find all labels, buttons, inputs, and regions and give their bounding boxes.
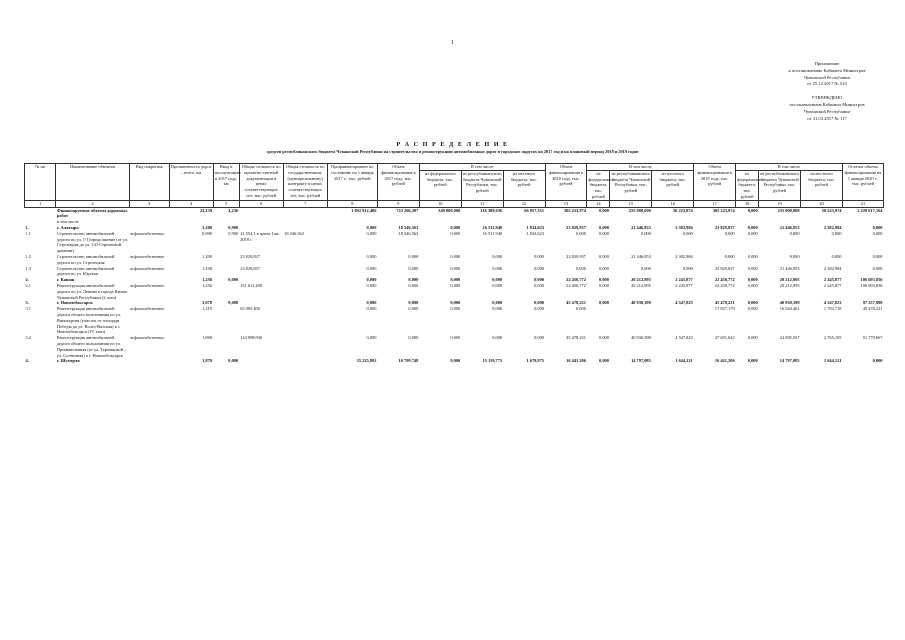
table-cell: 2 382,984 <box>675 224 693 230</box>
table-cell: 17 827,179 <box>714 306 735 312</box>
table-cell: 0,000 <box>408 277 419 283</box>
header-cell: Объем финансирования в 2019 году, тыс. рублей <box>694 164 736 201</box>
table-cell: 0,000 <box>534 335 545 341</box>
table-cell: г. Алатырь <box>56 224 79 230</box>
header-row <box>25 164 884 171</box>
table-cell: 106 693,856 <box>860 282 883 288</box>
table-cell: 21 446,853 <box>631 224 651 230</box>
column-number-cell: 11 <box>461 200 503 207</box>
table-cell: 0,000 <box>450 253 461 259</box>
header-cell: Общая стоимость по государственному (муниципальному) контракту в ценах соответствующих лет, тыс. рублей <box>283 164 327 201</box>
distribution-table <box>24 163 884 364</box>
approval-line: постановлением Кабинета Министров <box>789 101 865 107</box>
approval-line: от 25.12.2017 № 523 <box>807 81 847 87</box>
table-cell: 0,000 <box>747 207 758 213</box>
header-cell: из федерального бюджета, тыс. рублей <box>419 170 461 200</box>
table-cell: 316 389,036 <box>480 207 503 213</box>
table-cell: 15 119,773 <box>482 358 503 364</box>
table-cell: 18 346,563 <box>284 230 304 236</box>
table-cell: 27 651,042 <box>714 335 735 341</box>
table-cell: 0,000 <box>724 230 735 236</box>
table-cell: 0,000 <box>640 265 651 271</box>
table-cell: 0,000 <box>599 224 609 230</box>
table-cell <box>213 335 239 358</box>
table-cell: 4 547,823 <box>823 300 842 306</box>
table-cell: 1,210 <box>202 306 213 312</box>
header-cell: из местного бюджета, тыс. рублей <box>503 170 545 200</box>
table-cell: г. Новочебоксарск <box>56 300 93 306</box>
table-cell: 2 382,984 <box>823 265 842 271</box>
header-cell: В том числе <box>587 164 694 171</box>
table-cell: 0,000 <box>408 306 419 312</box>
header-cell: Протяженность дорог – всего, км <box>169 164 213 201</box>
table-cell <box>129 207 169 219</box>
table-cell <box>283 266 327 278</box>
table-cell: Финансируемые объемы дорожных работ <box>56 207 128 219</box>
table-cell: 0,000 <box>831 253 842 259</box>
table-cell: 0,000 <box>492 300 503 306</box>
header-cell: из республиканского бюджета Чувашской Республики, тыс. рублей <box>610 170 652 200</box>
table-cell: 18 346,563 <box>398 224 419 230</box>
header-cell: из местного бюджета, тыс. рублей <box>801 170 843 200</box>
table-cell: 1 679,975 <box>526 358 545 364</box>
table-cell: 21 446,853 <box>779 224 800 230</box>
table-cell: 23 829,837 <box>566 224 586 230</box>
table-cell: 0,000 <box>408 282 419 288</box>
table-cell: 0,000 <box>492 253 503 259</box>
table-cell <box>129 358 169 364</box>
table-cell: 16 511 940 <box>482 230 503 236</box>
header-cell: В том числе <box>736 164 843 171</box>
table-cell: 0,900 <box>228 224 239 230</box>
table-cell: 40 930,398 <box>779 300 800 306</box>
table-cell: 1 644,121 <box>823 358 842 364</box>
table-cell: 0,000 <box>450 224 461 230</box>
table-cell <box>652 306 694 335</box>
table-cell: 0,000 <box>450 277 461 283</box>
table-cell: 16 441,206 <box>566 358 586 364</box>
table-cell: 1. <box>25 224 29 230</box>
table-cell: 0,000 <box>450 306 461 312</box>
column-number-cell: 21 <box>842 200 883 207</box>
table-cell: 18 346,563 <box>398 230 419 236</box>
header-cell: Ввод в эксплуатацию в 2017 году, км <box>213 164 239 201</box>
table-cell: г. Шумерля <box>56 358 80 364</box>
table-cell: 0,000 <box>450 358 461 364</box>
table-cell: 1,256 <box>202 277 213 283</box>
column-number-cell: 9 <box>377 200 419 207</box>
table-cell: 16 511,940 <box>482 224 503 230</box>
table-cell: 0,000 <box>450 300 461 306</box>
table-cell: 0,000 <box>534 300 545 306</box>
column-number-cell: 8 <box>327 200 377 207</box>
table-cell: 0,000 <box>599 358 609 364</box>
header-cell: Объем финансирования в 2017 году, тыс. рублей <box>377 164 419 201</box>
table-cell: 0,000 <box>599 335 609 341</box>
table-cell: 0,000 <box>789 253 800 259</box>
table-cell: 20 212,895 <box>779 277 800 283</box>
table-cell <box>239 358 283 364</box>
table-cell <box>213 254 239 266</box>
table-cell: 0,000 <box>492 282 503 288</box>
table-cell: 1 644,121 <box>675 358 693 364</box>
table-cell: 14 797,085 <box>779 358 800 364</box>
table-cell <box>213 283 239 300</box>
table-cell: 2 765,105 <box>823 335 842 341</box>
table-cell: 0,000 <box>576 265 586 271</box>
table-cell: 0,000 <box>366 282 377 288</box>
table-cell: 3,200 <box>202 224 213 230</box>
table-cell: 0,000 <box>228 300 239 306</box>
table-row <box>25 335 884 358</box>
column-number-cell: 12 <box>503 200 545 207</box>
table-cell: 1.2 <box>25 253 31 259</box>
table-cell: 3.1 <box>25 306 31 312</box>
table-cell: 2 245,877 <box>823 282 842 288</box>
table-cell: 0,000 <box>747 300 758 306</box>
header-cell: из федерального бюджета, тыс. рублей <box>737 170 763 199</box>
table-cell: Строительство автомобильной дороги по ул. Юрская <box>56 265 115 277</box>
table-cell: 1,879 <box>202 358 213 364</box>
table-cell: 0,000 <box>789 230 800 236</box>
table-cell: 0,000 <box>872 230 883 236</box>
column-number-cell: 7 <box>283 200 327 207</box>
table-cell: 106 693,856 <box>860 277 883 283</box>
table-cell <box>283 358 327 364</box>
header-cell: Наименование объектов <box>56 164 129 201</box>
table-cell: 0,000 <box>450 265 461 271</box>
table-cell: 0,000 <box>408 253 419 259</box>
table-cell: 0,000 <box>534 265 545 271</box>
table-cell: 45 478,221 <box>566 335 586 341</box>
header-cell: из местного бюджета, тыс. рублей <box>652 170 694 200</box>
table-cell: 50 223,974 <box>821 207 842 213</box>
table-cell: 255 000,000 <box>628 207 651 213</box>
table-cell: 20 212,895 <box>631 277 651 283</box>
table-cell: 0,000 <box>408 300 419 306</box>
header-cell: из республиканского бюджета Чувашской Республики, тыс. рублей <box>461 170 503 200</box>
table-cell <box>283 207 327 219</box>
table-cell: 0,900 <box>228 230 239 236</box>
table-cell: 23,139 <box>199 207 213 213</box>
table-cell: 4. <box>25 358 29 364</box>
table-cell: 124 908,930 <box>240 335 263 341</box>
table-cell: 1,100 <box>202 265 213 271</box>
header-cell: В том числе <box>419 164 545 171</box>
table-cell: 24 885,937 <box>779 335 800 341</box>
table-cell: 0,990 <box>202 230 213 236</box>
table-cell: 0,000 <box>599 282 609 288</box>
table-cell: 2 229 617,164 <box>857 207 883 213</box>
table-cell: 1 782,718 <box>823 306 842 312</box>
column-number-cell: 4 <box>169 200 213 207</box>
table-cell: 2 382,984 <box>675 253 693 259</box>
table-cell: 0,000 <box>366 277 377 283</box>
column-number-cell: 1 <box>25 200 56 207</box>
approval-line: Приложение <box>814 61 840 66</box>
table-cell: 0,000 <box>450 335 461 341</box>
table-cell: 20 212,895 <box>779 282 800 288</box>
table-cell: 0,000 <box>450 230 461 236</box>
table-cell: 723 266,387 <box>396 207 419 213</box>
table-cell: 255 000,000 <box>777 207 800 213</box>
table-cell: 4,236 <box>228 207 239 213</box>
table-cell <box>283 335 327 358</box>
column-number-cell: 19 <box>759 200 801 207</box>
table-cell: 14 797,085 <box>631 358 651 364</box>
table-cell: 0,000 <box>366 230 377 236</box>
table-cell: Реконструкция автомобильной дороги общего пользования по ул. Промышленная (от ул. Терешковой – ул. Солнечная) в г. Новочебоксарск <box>56 335 127 358</box>
table-cell: 0,000 <box>872 358 883 364</box>
table-cell <box>587 306 610 335</box>
table-cell: Реконструкция автомобильной дороги по ул. Ленина в городе Канаш Чувашской Республики (2 этап) <box>56 282 128 300</box>
column-number-cell: 15 <box>610 200 652 207</box>
table-row <box>25 231 884 254</box>
table-cell: 0,000 <box>747 224 758 230</box>
table-cell: 0,000 <box>534 277 545 283</box>
table-cell: 45 478,221 <box>566 300 586 306</box>
table-cell: 45 478,221 <box>862 306 883 312</box>
table-cell: 0,000 <box>492 335 503 341</box>
table-cell: 0,000 <box>724 253 735 259</box>
table-cell: асфальтобетонное <box>130 253 165 259</box>
table-cell: 1,868 <box>202 335 213 341</box>
table-cell: асфальтобетонное <box>130 230 165 236</box>
table-cell: 0,000 <box>366 306 377 312</box>
table-body <box>25 207 884 364</box>
table-cell: 2 245,877 <box>675 282 693 288</box>
table-cell: 0,000 <box>599 277 609 283</box>
table-cell: 3,078 <box>202 300 213 306</box>
column-number-cell: 17 <box>694 200 736 207</box>
table-row <box>25 358 884 364</box>
table-cell: 51 779,667 <box>862 335 883 341</box>
table-cell: 0,000 <box>872 224 883 230</box>
table-cell: 0,000 <box>366 300 377 306</box>
column-number-cell: 13 <box>545 200 587 207</box>
table-cell: 0,000 <box>599 253 609 259</box>
table-cell: 0,000 <box>747 253 758 259</box>
table-cell: 1,200 <box>202 253 213 259</box>
table-cell: 23 829,837 <box>566 253 586 259</box>
table-cell: 1.1 <box>25 230 31 236</box>
header-cell: Объем финансирования в 2018 году, тыс. рублей <box>545 164 587 201</box>
document-title: Р А С П Р Е Д Е Л Е Н И Е <box>396 141 509 148</box>
table-cell: 1.3 <box>25 265 31 271</box>
table-row <box>25 266 884 278</box>
table-cell <box>610 306 652 335</box>
table-cell: 2 245,877 <box>675 277 693 283</box>
table-cell: 0,000 <box>576 306 586 312</box>
approval-line: к постановлению Кабинета Министров <box>788 67 866 73</box>
column-number-row <box>25 200 884 207</box>
column-number-cell: 5 <box>213 200 239 207</box>
table-cell: 0,000 <box>534 282 545 288</box>
table-cell: 0,000 <box>576 230 586 236</box>
table-cell <box>283 283 327 300</box>
table-cell: 1,256 <box>202 282 213 288</box>
table-cell: 0,000 <box>682 265 693 271</box>
table-cell: 4 547,823 <box>675 335 693 341</box>
table-cell: 0,000 <box>492 265 503 271</box>
table-cell: 0,000 <box>599 300 609 306</box>
table-cell: 22 456,772 <box>566 282 586 288</box>
table-cell: 16 799,748 <box>398 358 419 364</box>
table-cell <box>213 306 239 335</box>
table-cell: г. Канаш <box>56 277 75 283</box>
column-number-cell: 10 <box>419 200 461 207</box>
header-cell: Остаток объема финансирования на 1 января 2020 г., тыс. рублей <box>842 164 883 201</box>
table-cell: асфальтобетонное <box>130 335 165 341</box>
header-cell: Вид покрытия <box>129 164 169 201</box>
table-cell: 0,000 <box>366 265 377 271</box>
table-cell: 22 458,772 <box>714 277 735 283</box>
table-cell: 21 446,853 <box>631 253 651 259</box>
table-cell: 1 834,623 <box>526 230 545 236</box>
table-cell: 1 834,623 <box>526 224 545 230</box>
table-cell: асфальтобетонное <box>130 265 165 271</box>
table-cell: 0,000 <box>747 230 758 236</box>
table-cell: 0,000 <box>872 253 883 259</box>
table-cell: 2. <box>25 277 29 283</box>
column-number-cell: 3 <box>129 200 169 207</box>
table-cell: 23 829,837 <box>714 224 735 230</box>
header-cell: Общая стоимость по проектно-сметной документации в ценах соответствующих лет, тыс. рублей <box>239 164 283 201</box>
table-cell: 0,000 <box>366 253 377 259</box>
table-cell: 23 829,837 <box>240 253 260 259</box>
table-cell: 40 930,398 <box>631 335 651 341</box>
table-row <box>25 306 884 335</box>
table-cell: 16 044,461 <box>779 306 800 312</box>
page-number: 1 <box>451 40 454 46</box>
table-cell: 22 458,772 <box>714 282 735 288</box>
table-cell: 16 441,206 <box>714 358 735 364</box>
table-cell: 0,000 <box>534 306 545 312</box>
header-cell: Профинансировано по состоянию на 1 января 2017 г., тыс. рублей <box>327 164 377 201</box>
table-cell: 0,000 <box>872 265 883 271</box>
column-number-cell: 6 <box>239 200 283 207</box>
table-cell: 0,000 <box>682 230 693 236</box>
header-cell: № пп <box>25 164 56 201</box>
table-cell: 0,000 <box>599 265 609 271</box>
table-cell: 4 547,823 <box>675 300 693 306</box>
header-cell: из федерального бюджета, тыс. рублей <box>588 170 615 199</box>
table-cell: 0,000 <box>747 265 758 271</box>
table-cell: 63 905,400 <box>240 306 260 312</box>
table-cell: 2 382,984 <box>823 224 842 230</box>
table-cell: 0,000 <box>450 282 461 288</box>
column-number-cell: 18 <box>736 200 759 207</box>
table-cell: 2 245,877 <box>823 277 842 283</box>
table-cell: 21 554,1 в ценах I кв. 2018 г. <box>240 230 280 242</box>
table-cell: 20 212,895 <box>631 282 651 288</box>
table-cell: асфальтобетонное <box>130 306 165 312</box>
table-cell: 21 446,853 <box>779 265 800 271</box>
table-cell: 22 456,772 <box>566 277 586 283</box>
table-cell: 97 257,888 <box>862 300 883 306</box>
table-cell: 0,000 <box>747 335 758 341</box>
header-cell: из республиканского бюджета Чувашской Республики, тыс. рублей <box>759 170 801 200</box>
table-row <box>25 254 884 266</box>
table-cell <box>25 207 56 219</box>
table-cell: 0,000 <box>228 358 239 364</box>
table-cell: 35 225,892 <box>356 358 377 364</box>
table-cell: 3. <box>25 300 29 306</box>
table-row <box>25 207 884 219</box>
table-cell: 0,000 <box>599 230 609 236</box>
column-number-cell: 16 <box>652 200 694 207</box>
table-cell: 0,000 <box>408 335 419 341</box>
table-cell: 0,000 <box>747 306 758 312</box>
approval-block <box>762 61 892 122</box>
table-cell: Строительство автомобильной дороги по ул. [?] (продолжение) от ул. Стрелецкая до ул. 141 Стрелковой дивизии) <box>56 230 129 254</box>
column-number-cell: 14 <box>587 200 610 207</box>
table-cell: 50 223,974 <box>672 207 693 213</box>
approval-line: Чувашской Республики <box>804 74 850 80</box>
approval-line: от 31.03.2017 № 117 <box>807 115 847 121</box>
table-cell <box>213 266 239 278</box>
table-cell <box>283 254 327 266</box>
approval-line: Чувашской Республики <box>804 108 850 114</box>
table-cell <box>283 306 327 335</box>
table-cell: 1 092 912,406 <box>351 207 377 213</box>
table-cell: 0,000 <box>831 230 842 236</box>
column-number-cell: 20 <box>801 200 843 207</box>
table-cell: 0,000 <box>534 253 545 259</box>
table-cell: 151 611,400 <box>240 282 262 288</box>
table-cell: 305 223,974 <box>563 207 586 213</box>
table-cell: 0,000 <box>747 277 758 283</box>
table-cell <box>239 207 283 219</box>
table-cell: 0,000 <box>366 335 377 341</box>
table-cell: 349 000,000 <box>438 207 461 213</box>
table-cell: в том числе <box>56 219 79 225</box>
table-cell: 0,000 <box>408 265 419 271</box>
approval-line: УТВЕРЖДЕНО <box>811 95 843 101</box>
table-cell: 23 829,837 <box>240 265 260 271</box>
table-cell: 0,000 <box>492 306 503 312</box>
table-cell: 305 223,974 <box>712 207 735 213</box>
table-cell: 23 829,837 <box>714 265 735 271</box>
table-cell: 0,000 <box>492 277 503 283</box>
table-cell: 0,000 <box>599 207 609 213</box>
table-cell: 2.1 <box>25 282 31 288</box>
table-cell: 0,000 <box>228 277 239 283</box>
document-subtitle: средств республиканского бюджета Чувашской Республики на строительство и реконструкцию автомобильных дорог в городских округах на 2017 год и на плановый период 2018 и 2019 годов <box>266 149 639 154</box>
table-row <box>25 283 884 300</box>
table-cell: 66 857,351 <box>524 207 545 213</box>
table-cell: 0,000 <box>366 224 377 230</box>
table-cell: 45 478,221 <box>714 300 735 306</box>
table-cell: 0,000 <box>747 358 758 364</box>
table-cell: Строительство автомобильной дороги по ул. Стрелецкая <box>56 253 115 265</box>
table-cell: 0,000 <box>747 282 758 288</box>
table-cell: 40 930,398 <box>631 300 651 306</box>
table-cell: 0,000 <box>640 230 651 236</box>
table-cell: Реконструкция автомобильной дороги общего пользования по ул. Винокурова (участок от площади Победы до ул. Волго-Вятская) в г. Новочебоксарск (IV этап) <box>56 306 122 335</box>
table-cell: асфальтобетонное <box>130 282 165 288</box>
column-number-cell: 2 <box>56 200 129 207</box>
table-cell: 3.2 <box>25 335 31 341</box>
